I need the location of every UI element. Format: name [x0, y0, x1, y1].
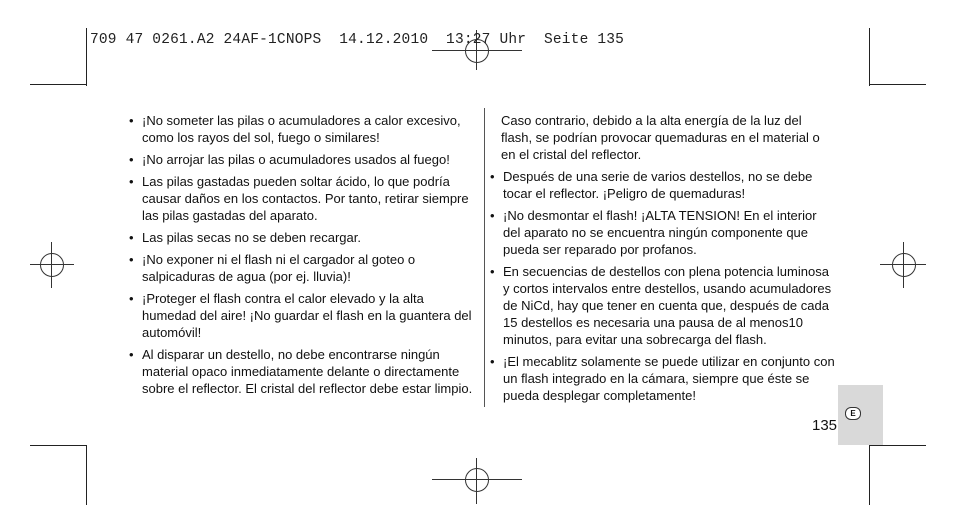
registration-line [432, 50, 522, 51]
list-item [490, 207, 835, 258]
bullet: • [490, 169, 495, 184]
list-item [490, 353, 835, 404]
list-item-text: Al disparar un destello, no debe encontrarse ningún material opaco inmediatamente delante o directamente sobre el reflector. El cristal del reflector debe estar limpio. [142, 347, 473, 396]
list-item-text: Las pilas gastadas pueden soltar ácido, lo que podría causar daños en los contactos. Por tanto, retirar siempre las pilas gastadas del aparato. [142, 174, 469, 223]
left-column [129, 112, 479, 402]
crop-mark [86, 445, 87, 505]
list-item-text: En secuencias de destellos con plena potencia luminosa y cortos intervalos entre destellos, usando acumuladores de NiCd, hay que tener en cuenta que, después de cada 15 destellos es necesaria una pausa de al menos10 minutos, para evitar una sobrecarga del flash. [503, 264, 832, 347]
bullet: • [129, 291, 134, 306]
list-item [129, 290, 479, 341]
list-item-text: ¡No someter las pilas o acumuladores a calor excesivo, como los rayos del sol, fuego o similares! [142, 113, 461, 145]
bullet: • [490, 264, 495, 279]
list-item [129, 112, 479, 146]
page-number: 135 [812, 417, 838, 434]
registration-mark-left [40, 253, 64, 277]
registration-line [880, 264, 926, 265]
crop-mark [870, 445, 926, 446]
crop-mark [869, 28, 870, 86]
column-divider [484, 108, 485, 407]
list-item [129, 229, 479, 246]
list-item-text: Después de una serie de varios destellos, no se debe tocar el reflector. ¡Peligro de quemaduras! [503, 169, 813, 201]
bullet: • [490, 354, 495, 369]
list-item [129, 346, 479, 397]
crop-mark [30, 445, 86, 446]
bullet: • [490, 208, 495, 223]
list-item [490, 168, 835, 202]
bullet: • [129, 347, 134, 362]
bullet: • [129, 113, 134, 128]
list-item-text: ¡No desmontar el flash! ¡ALTA TENSION! En el interior del aparato no se encuentra ningún componente que pueda ser reparado por profanos. [503, 208, 817, 257]
bullet: • [129, 152, 134, 167]
registration-mark-bottom [465, 468, 489, 492]
registration-mark-right [892, 253, 916, 277]
continuation-paragraph: Caso contrario, debido a la alta energía de la luz del flash, se podrían provocar quemaduras en el material o en el cristal del reflector. [501, 113, 820, 162]
registration-line [903, 242, 904, 288]
crop-mark [869, 445, 870, 505]
right-column [490, 112, 835, 409]
list-item-text: ¡No arrojar las pilas o acumuladores usados al fuego! [142, 152, 450, 167]
crop-mark [30, 84, 86, 85]
crop-mark [870, 84, 926, 85]
list-item-text: ¡El mecablitz solamente se puede utilizar en conjunto con un flash integrado en la cámara, siempre que éste se pueda desplegar completamente! [503, 354, 835, 403]
list-item-text: ¡Proteger el flash contra el calor elevado y la alta humedad del aire! ¡No guardar el flash en la guantera del automóvil! [142, 291, 472, 340]
registration-line [30, 264, 74, 265]
bullet: • [129, 252, 134, 267]
crop-mark [86, 28, 87, 86]
list-item [490, 263, 835, 348]
language-badge: E [845, 407, 861, 420]
bullet: • [129, 230, 134, 245]
print-header: 709 47 0261.A2 24AF-1CNOPS 14.12.2010 13:27 Uhr Seite 135 [90, 32, 625, 48]
list-item-text: Las pilas secas no se deben recargar. [142, 230, 361, 245]
list-item [129, 151, 479, 168]
list-item-text: ¡No exponer ni el flash ni el cargador al goteo o salpicaduras de agua (por ej. lluvia)! [142, 252, 416, 284]
registration-line [51, 242, 52, 288]
bullet: • [129, 174, 134, 189]
registration-line [432, 479, 522, 480]
list-item [129, 173, 479, 224]
list-item [129, 251, 479, 285]
registration-line [476, 458, 477, 504]
